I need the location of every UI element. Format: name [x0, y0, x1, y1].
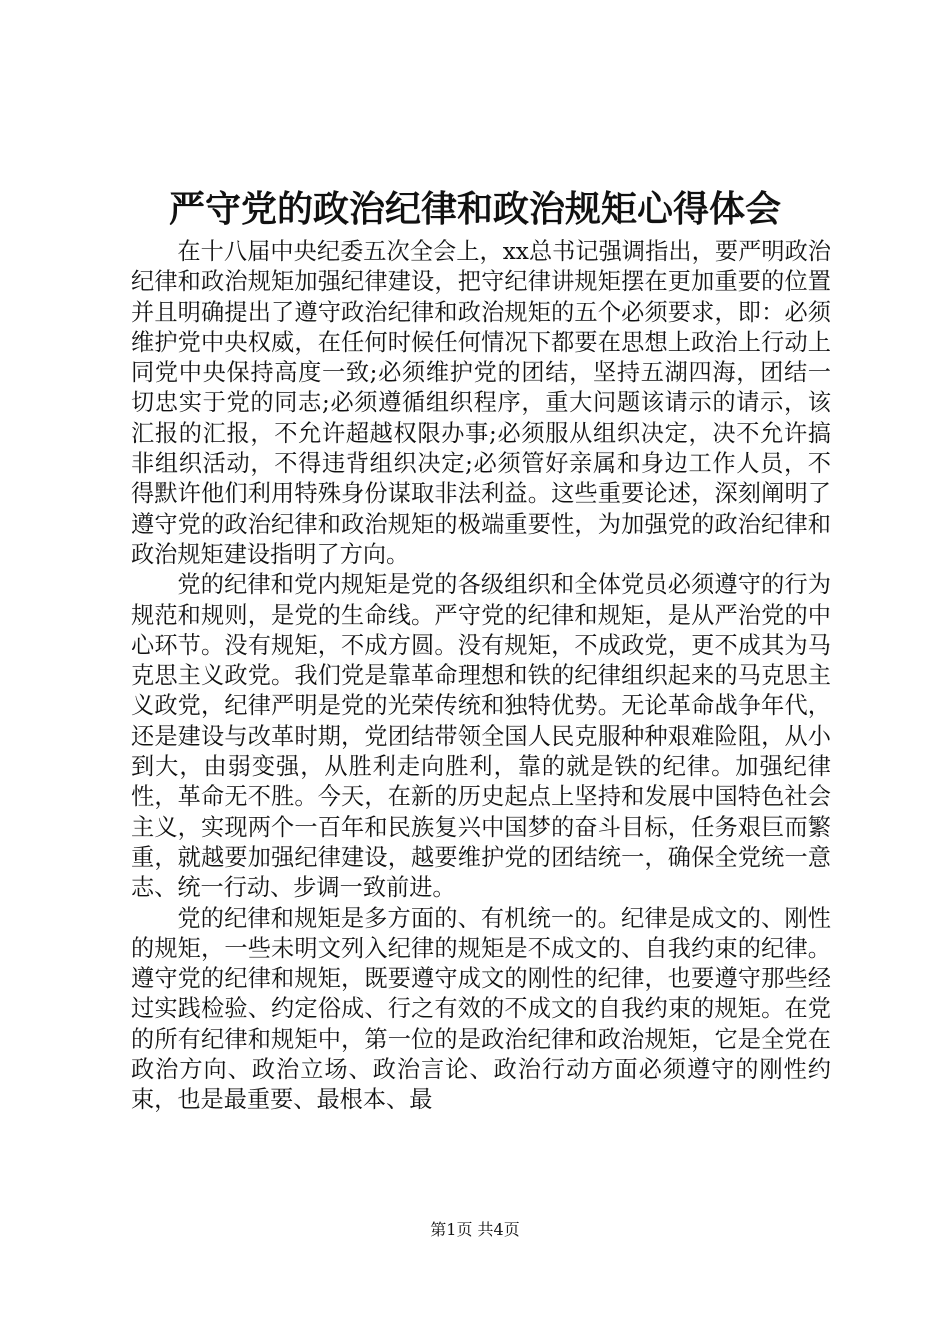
document-body: [131, 237, 831, 1116]
paragraph-2: 党的纪律和党内规矩是党的各级组织和全体党员必须遵守的行为规范和规则，是党的生命线。严守党的纪律和规矩，是从严治党的中心环节。没有规矩，不成方圆。没有规矩，不成政党，更不成其为马克思主义政党。我们党是靠革命理想和铁的纪律组织起来的马克思主义政党，纪律严明是党的光荣传统和独特优势。无论革命战争年代，还是建设与改革时期，党团结带领全国人民克服种种艰难险阻，从小到大，由弱变强，从胜利走向胜利，靠的就是铁的纪律。加强纪律性，革命无不胜。今天，在新的历史起点上坚持和发展中国特色社会主义，实现两个一百年和民族复兴中国梦的奋斗目标，任务艰巨而繁重，就越要加强纪律建设，越要维护党的团结统一，确保全党统一意志、统一行动、步调一致前进。: [131, 571, 831, 902]
page-number-footer: 第1页 共4页: [430, 1220, 520, 1239]
paragraph-1: 在十八届中央纪委五次全会上，xx总书记强调指出，要严明政治纪律和政治规矩加强纪律建设，把守纪律讲规矩摆在更加重要的位置并且明确提出了遵守政治纪律和政治规矩的五个必须要求，即：必须维护党中央权威，在任何时候任何情况下都要在思想上政治上行动上同党中央保持高度一致;必须维护党的团结，坚持五湖四海，团结一切忠实于党的同志;必须遵循组织程序，重大问题该请示的请示，该汇报的汇报，不允许超越权限办事;必须服从组织决定，决不允许搞非组织活动，不得违背组织决定;必须管好亲属和身边工作人员，不得默许他们利用特殊身份谋取非法利益。这些重要论述，深刻阐明了遵守党的政治纪律和政治规矩的极端重要性，为加强党的政治纪律和政治规矩建设指明了方向。: [131, 238, 831, 568]
document-title: 严守党的政治纪律和政治规矩心得体会: [168, 188, 781, 230]
paragraph-3: 党的纪律和规矩是多方面的、有机统一的。纪律是成文的、刚性的规矩，一些未明文列入纪律的规矩是不成文的、自我约束的纪律。遵守党的纪律和规矩，既要遵守成文的刚性的纪律，也要遵守那些经过实践检验、约定俗成、行之有效的不成文的自我约束的规矩。在党的所有纪律和规矩中，第一位的是政治纪律和政治规矩，它是全党在政治方向、政治立场、政治言论、政治行动方面必须遵守的刚性约束，也是最重要、最根本、最: [131, 904, 831, 1114]
